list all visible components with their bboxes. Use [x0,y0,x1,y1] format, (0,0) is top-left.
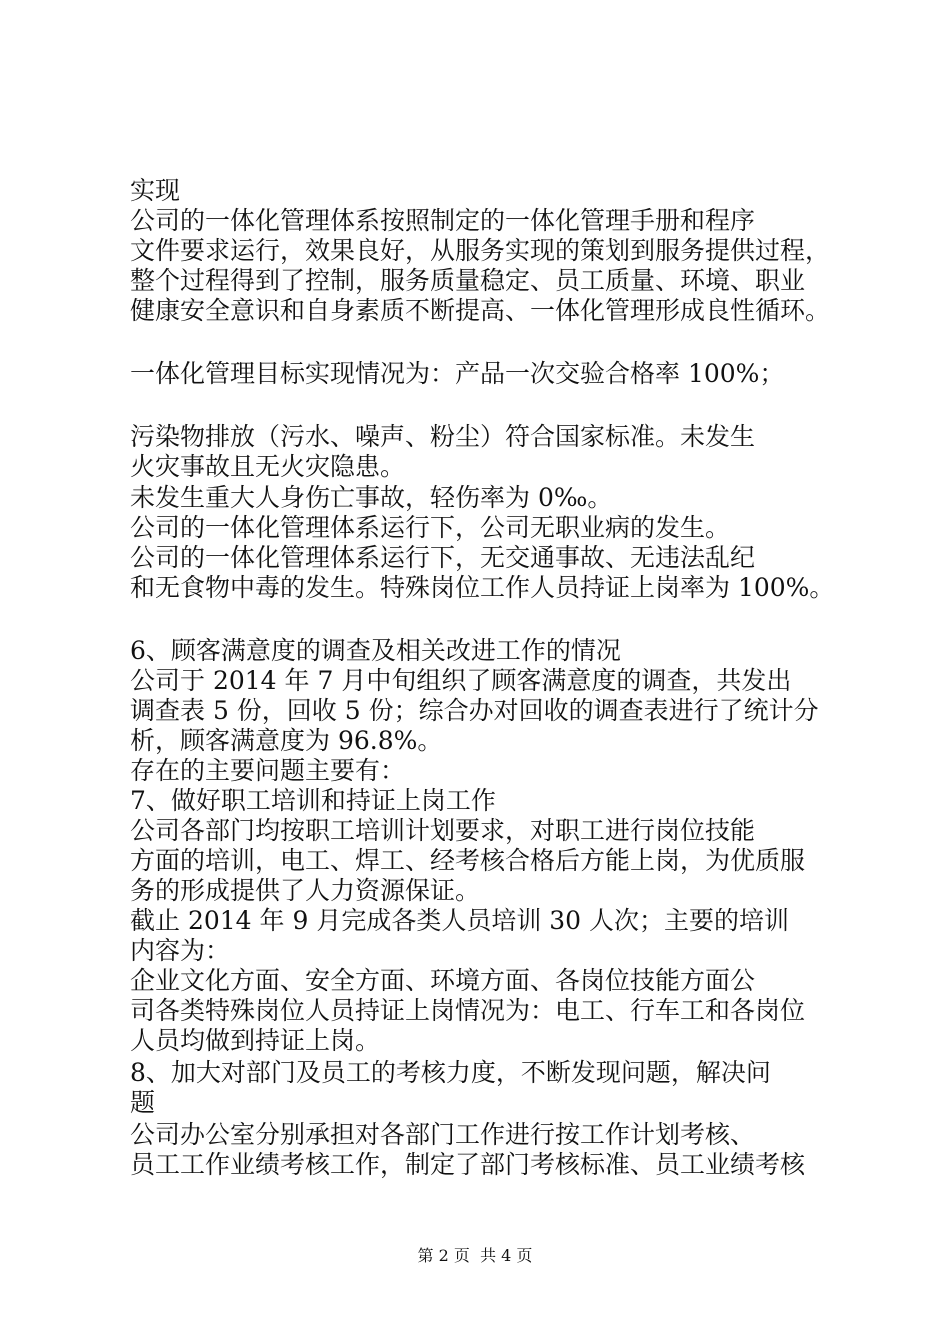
text-line: 火灾事故且无火灾隐患。 [130,452,406,481]
text-line: 未发生重大人身伤亡事故，轻伤率为 0‰。 [130,483,613,512]
text-line: 和无食物中毒的发生。特殊岗位工作人员持证上岗率为 100%。 [130,573,835,602]
section-heading: 题 [130,1088,156,1117]
text-line: 人员均做到持证上岗。 [130,1026,381,1055]
text-line: 污染物排放（污水、噪声、粉尘）符合国家标准。未发生 [130,422,756,451]
text-line: 一体化管理目标实现情况为：产品一次交验合格率 100%； [130,359,785,388]
text-line: 企业文化方面、安全方面、环境方面、各岗位技能方面公 [130,966,756,995]
text-line: 务的形成提供了人力资源保证。 [130,876,481,905]
text-line: 公司各部门均按职工培训计划要求，对职工进行岗位技能 [130,816,756,845]
text-line: 内容为： [130,936,231,965]
text-line: 健康安全意识和自身素质不断提高、一体化管理形成良性循环。 [130,296,831,325]
text-line: 析，顾客满意度为 96.8%。 [130,726,443,755]
section-heading: 6、顾客满意度的调查及相关改进工作的情况 [130,636,621,665]
section-heading: 7、做好职工培训和持证上岗工作 [130,786,496,815]
text-line: 实现 [130,176,181,205]
text-line: 文件要求运行，效果良好，从服务实现的策划到服务提供过程， [130,236,831,265]
text-line: 公司于 2014 年 7 月中旬组织了顾客满意度的调查，共发出 [130,666,792,695]
text-line: 调查表 5 份，回收 5 份；综合办对回收的调查表进行了统计分 [130,696,819,725]
text-line: 公司的一体化管理体系按照制定的一体化管理手册和程序 [130,206,756,235]
text-line: 整个过程得到了控制，服务质量稳定、员工质量、环境、职业 [130,266,806,295]
text-line: 方面的培训，电工、焊工、经考核合格后方能上岗，为优质服 [130,846,806,875]
text-line: 司各类特殊岗位人员持证上岗情况为：电工、行车工和各岗位 [130,996,806,1025]
text-line: 截止 2014 年 9 月完成各类人员培训 30 人次；主要的培训 [130,906,790,935]
text-line: 公司的一体化管理体系运行下，无交通事故、无违法乱纪 [130,543,756,572]
section-heading: 8、加大对部门及员工的考核力度，不断发现问题，解决问 [130,1058,771,1087]
text-line: 员工工作业绩考核工作，制定了部门考核标准、员工业绩考核 [130,1150,806,1179]
page-footer: 第 2 页 共 4 页 [417,1246,533,1265]
text-line: 存在的主要问题主要有： [130,756,406,785]
text-line: 公司的一体化管理体系运行下，公司无职业病的发生。 [130,513,731,542]
text-line: 公司办公室分别承担对各部门工作进行按工作计划考核、 [130,1120,756,1149]
